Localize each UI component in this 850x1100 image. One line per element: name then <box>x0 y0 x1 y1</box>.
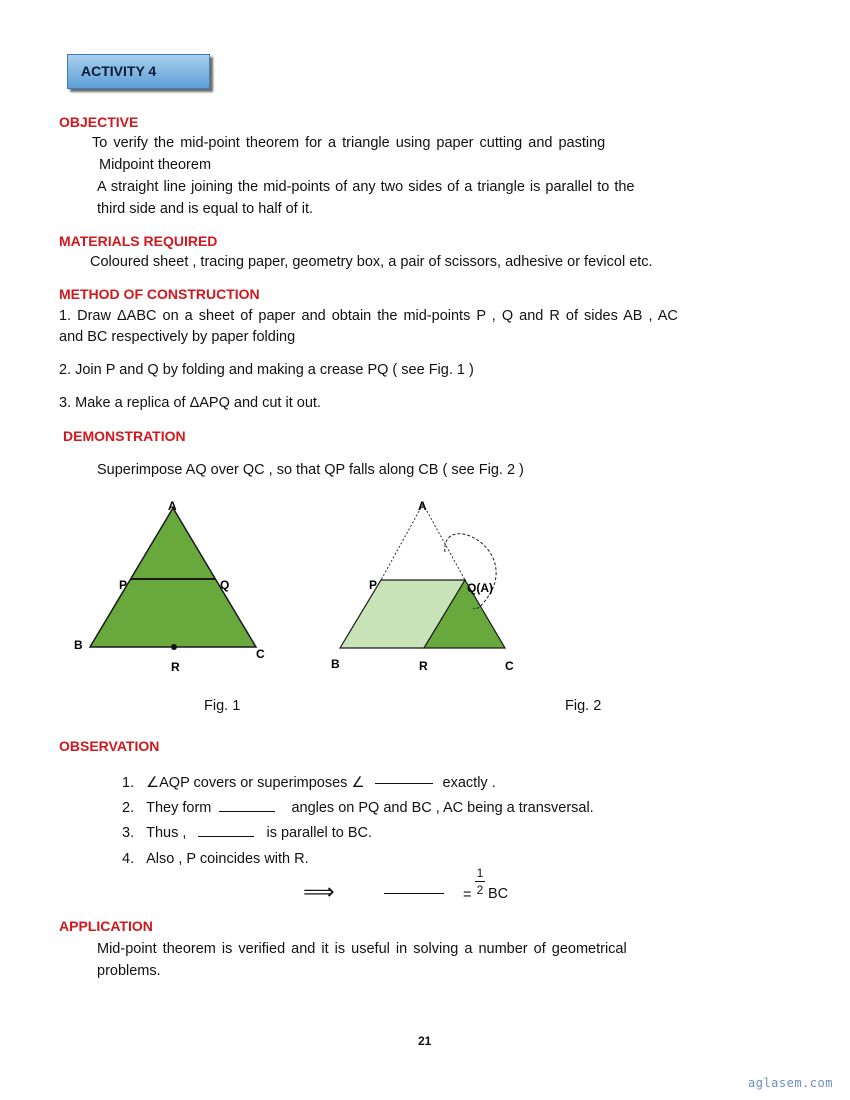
fig2-label-r: R <box>419 659 428 673</box>
observation-item-3 <box>122 824 372 842</box>
fraction-numerator: 1 <box>476 866 484 880</box>
observation-blank-3 <box>198 836 254 837</box>
result-blank <box>384 893 444 894</box>
method-heading: METHOD OF CONSTRUCTION <box>59 286 260 302</box>
fraction-bar <box>475 881 485 882</box>
observation-text-1b: exactly . <box>442 775 496 791</box>
observation-text-2a: They form <box>146 800 212 816</box>
fig2-label-c: C <box>505 659 514 673</box>
observation-num-3: 3. <box>122 825 135 841</box>
fig1-label-r: R <box>171 660 180 674</box>
method-step-2: 2. Join P and Q by folding and making a crease PQ ( see Fig. 1 ) <box>59 362 474 378</box>
fig1-label-a: A <box>168 499 177 513</box>
watermark: aglasem.com <box>748 1076 833 1090</box>
observation-item-1 <box>122 774 496 792</box>
application-heading: APPLICATION <box>59 918 153 934</box>
observation-num-1: 1. <box>122 775 135 791</box>
fig2-label-b: B <box>331 657 340 671</box>
objective-line-1: To verify the mid-point theorem for a triangle using paper cutting and pasting <box>92 135 606 151</box>
implies-arrow: ⟹ <box>303 879 335 904</box>
figure-1 <box>60 490 290 680</box>
observation-item-2 <box>122 799 594 817</box>
observation-item-4 <box>122 850 309 868</box>
materials-heading: MATERIALS REQUIRED <box>59 233 218 249</box>
objective-line-2: Midpoint theorem <box>99 157 212 173</box>
dotted-side-ap <box>381 504 423 580</box>
observation-blank-1 <box>375 783 433 784</box>
fig1-label-c: C <box>256 647 265 661</box>
method-step-3: 3. Make a replica of ΔAPQ and cut it out. <box>59 395 321 411</box>
triangle-abc <box>90 508 256 647</box>
activity-badge <box>67 54 210 89</box>
fig2-label-a: A <box>418 499 427 513</box>
fig2-label-qa: Q(A) <box>467 581 493 595</box>
observation-num-4: 4. <box>122 851 135 867</box>
fig1-label-p: P <box>119 578 128 592</box>
method-step-1a: 1. Draw ΔABC on a sheet of paper and obtain the mid-points P , Q and R of sides AB , AC <box>59 308 678 324</box>
observation-text-3b: is parallel to BC. <box>266 825 373 841</box>
dotted-side-aq <box>423 504 465 580</box>
materials-line-1: Coloured sheet , tracing paper, geometry box, a pair of scissors, adhesive or fevicol etc. <box>90 254 653 270</box>
fig1-caption: Fig. 1 <box>204 698 241 714</box>
demonstration-line-1: Superimpose AQ over QC , so that QP falls along CB ( see Fig. 2 ) <box>97 462 524 478</box>
fig2-caption: Fig. 2 <box>565 698 602 714</box>
observation-heading: OBSERVATION <box>59 738 160 754</box>
fig2-label-p: P <box>369 578 378 592</box>
demonstration-heading: DEMONSTRATION <box>63 428 186 444</box>
observation-text-2b: angles on PQ and BC , AC being a transversal. <box>291 800 594 816</box>
activity-label: ACTIVITY 4 <box>81 63 157 79</box>
observation-text-1a: ∠AQP covers or superimposes ∠ <box>146 775 365 791</box>
result-bc: BC <box>488 886 509 902</box>
fig1-label-q: Q <box>220 578 230 592</box>
application-line-2: problems. <box>97 963 161 979</box>
figure-2 <box>325 490 535 680</box>
result-equals: = <box>463 887 472 903</box>
page-number: 21 <box>418 1034 432 1048</box>
observation-text-4: Also , P coincides with R. <box>146 851 309 867</box>
observation-text-3a: Thus , <box>146 825 187 841</box>
objective-line-4: third side and is equal to half of it. <box>97 201 314 217</box>
point-r <box>171 644 177 650</box>
objective-line-3: A straight line joining the mid-points of any two sides of a triangle is parallel to the <box>97 179 635 195</box>
observation-blank-2 <box>219 811 275 812</box>
method-step-1b: and BC respectively by paper folding <box>59 329 296 345</box>
application-line-1: Mid-point theorem is verified and it is useful in solving a number of geometrical <box>97 941 627 957</box>
fig1-label-b: B <box>74 638 83 652</box>
fraction-denominator: 2 <box>476 883 484 897</box>
objective-heading: OBJECTIVE <box>59 114 139 130</box>
observation-num-2: 2. <box>122 800 135 816</box>
